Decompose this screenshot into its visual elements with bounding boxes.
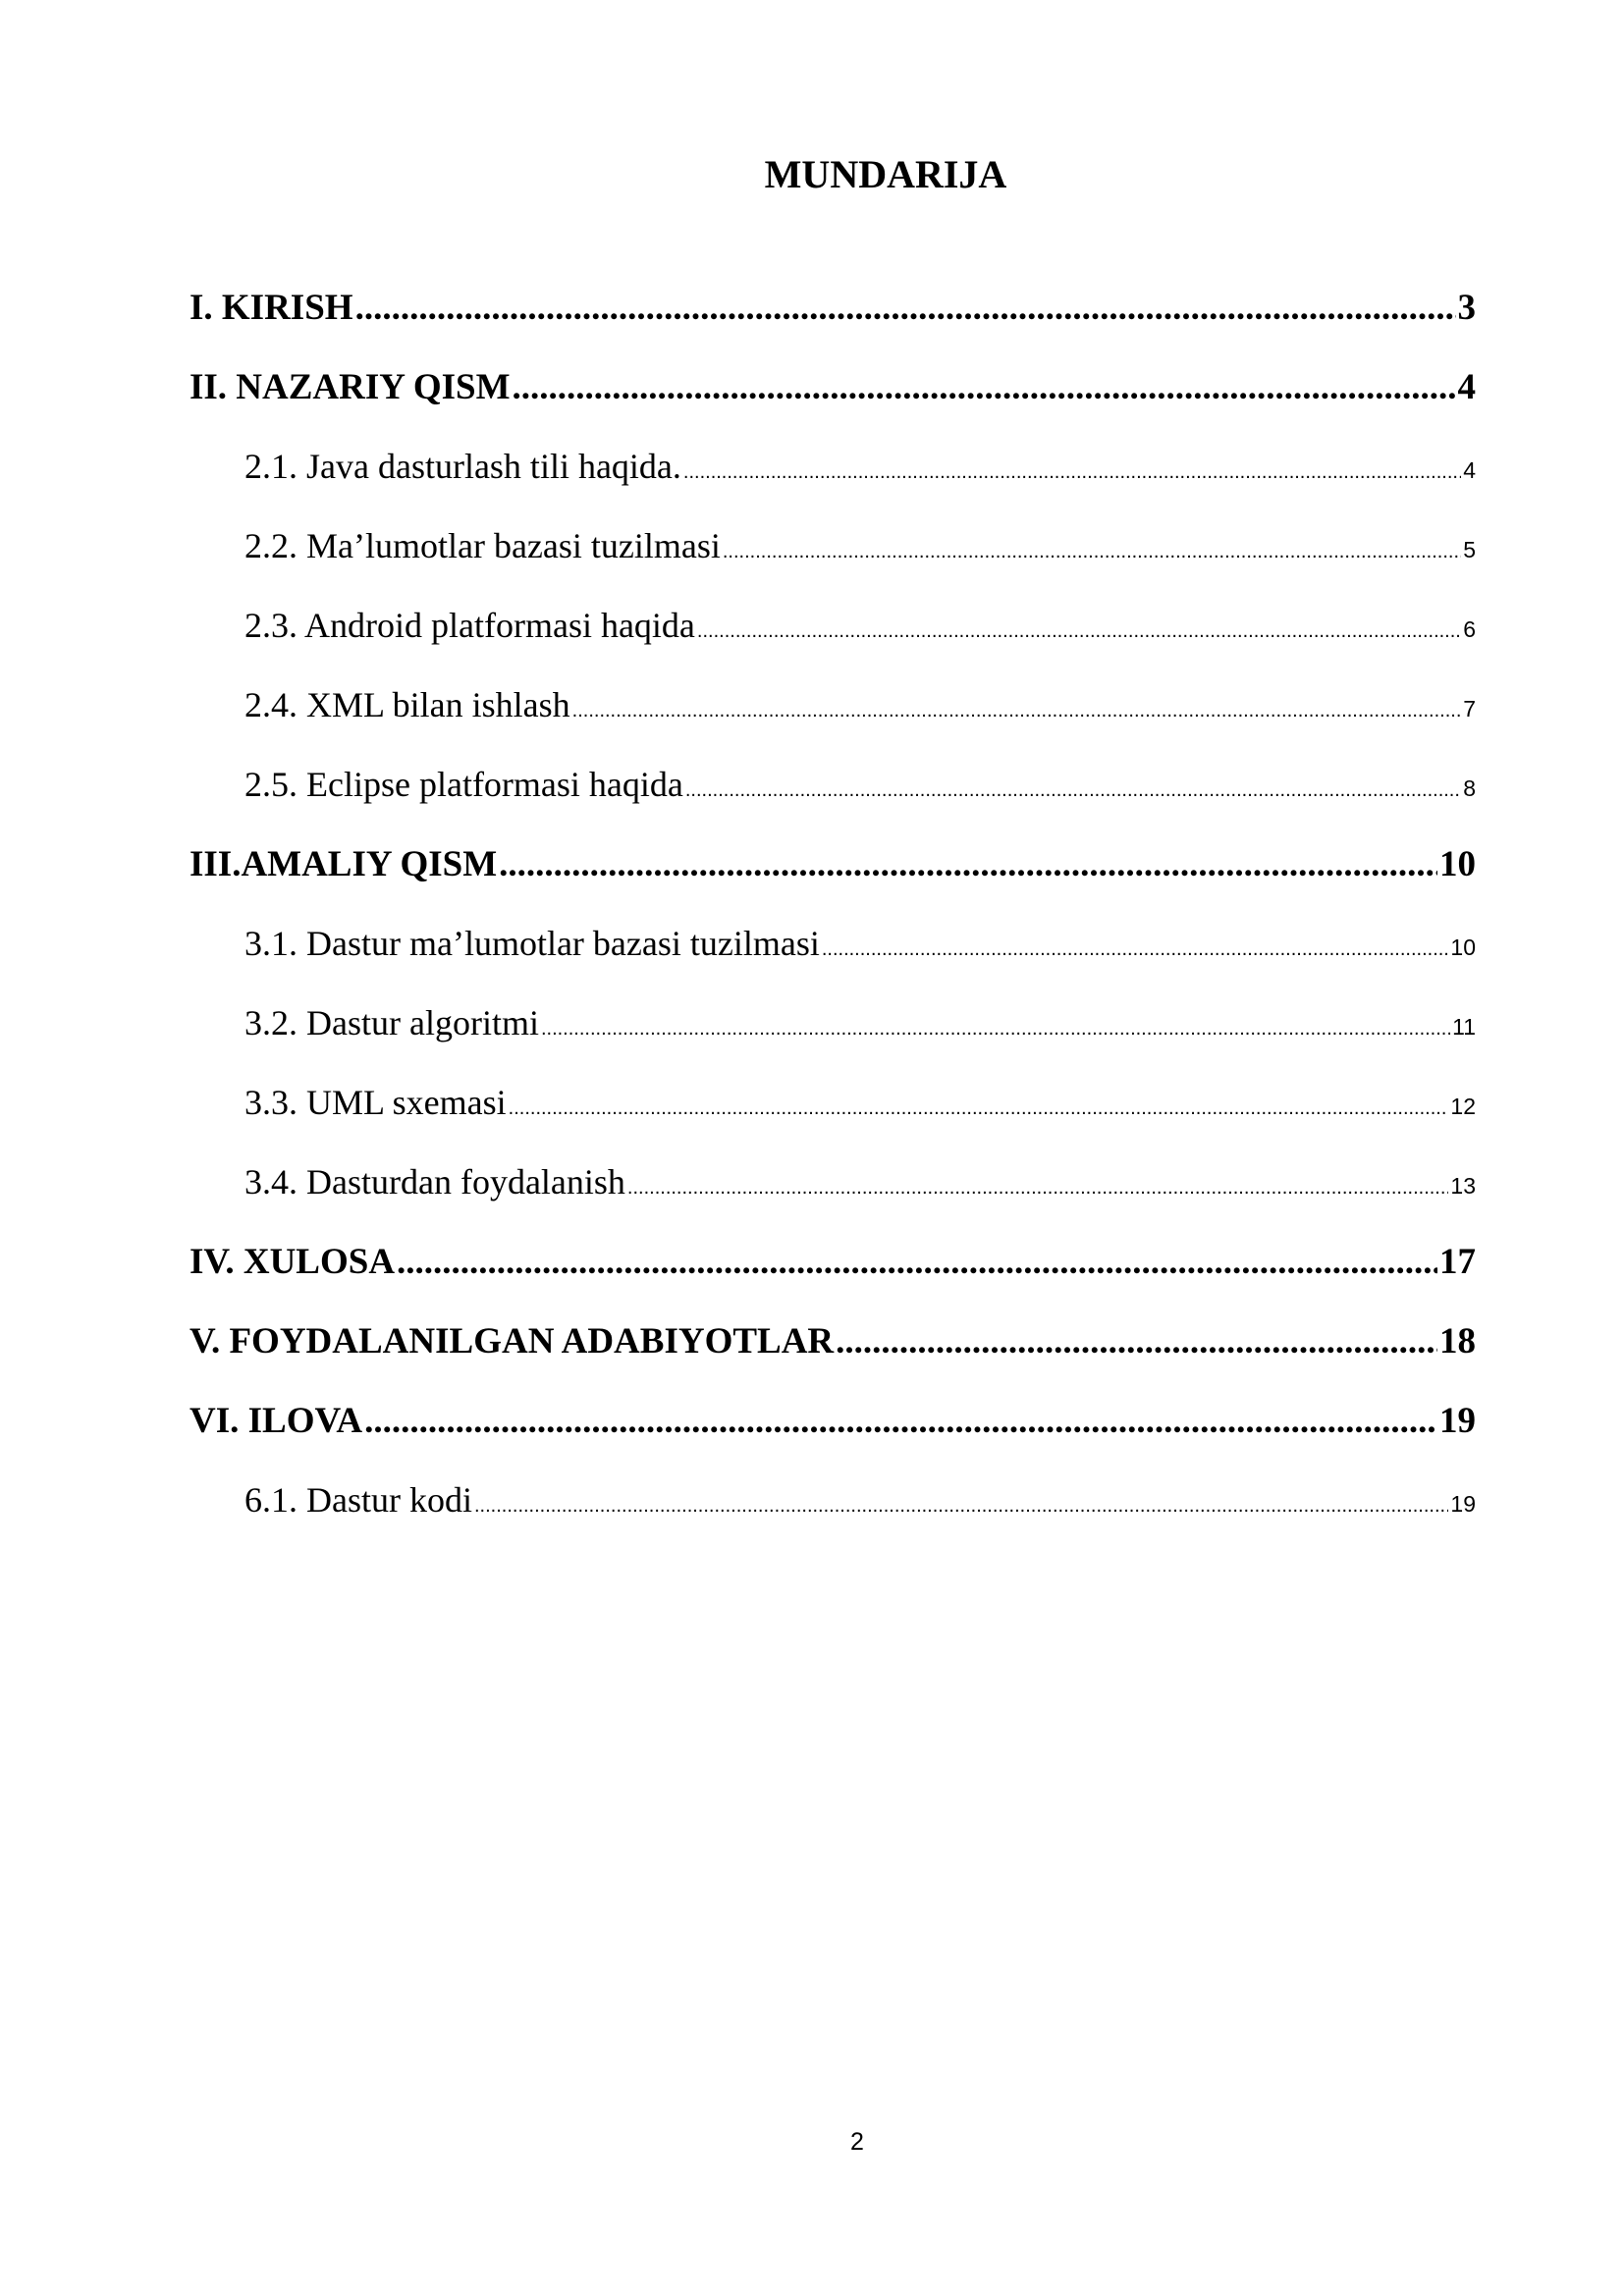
toc-entry-page: 11 bbox=[1452, 1014, 1476, 1040]
toc-entry-xulosa[interactable] bbox=[189, 1241, 1476, 1320]
page-number: 2 bbox=[850, 2128, 864, 2156]
toc-entry-page: 12 bbox=[1450, 1094, 1476, 1119]
toc-entry-android[interactable] bbox=[189, 605, 1476, 684]
toc-entry-label: 2.4. XML bilan ishlash bbox=[244, 685, 570, 724]
dot-leader bbox=[541, 1018, 1450, 1041]
toc-entry-label: 2.1. Java dasturlash tili haqida. bbox=[244, 447, 681, 486]
toc-entry-page: 10 bbox=[1439, 844, 1476, 884]
toc-entry-label: III.AMALIY QISM bbox=[189, 844, 498, 884]
toc-entry-label: 2.2. Ma’lumotlar bazasi tuzilmasi bbox=[244, 526, 721, 565]
toc-entry-page: 10 bbox=[1450, 934, 1476, 960]
toc-entry-page: 8 bbox=[1463, 775, 1476, 801]
dot-leader bbox=[685, 779, 1461, 802]
toc-entry-uml[interactable] bbox=[189, 1082, 1476, 1161]
toc-entry-label: 3.2. Dastur algoritmi bbox=[244, 1003, 539, 1042]
toc-entry-nazariy-qism[interactable] bbox=[189, 366, 1476, 446]
toc-entry-label: 2.5. Eclipse platformasi haqida bbox=[244, 765, 683, 804]
toc-entry-page: 3 bbox=[1457, 288, 1476, 328]
toc-entry-eclipse[interactable] bbox=[189, 764, 1476, 843]
toc-entry-label: 2.3. Android platformasi haqida bbox=[244, 606, 695, 645]
toc-entry-page: 4 bbox=[1457, 367, 1476, 407]
toc-entry-page: 4 bbox=[1463, 457, 1476, 483]
toc-entry-label: IV. XULOSA bbox=[189, 1242, 396, 1282]
toc-entry-page: 18 bbox=[1439, 1321, 1476, 1362]
toc-entry-label: V. FOYDALANILGAN ADABIYOTLAR bbox=[189, 1321, 835, 1362]
toc-entry-page: 19 bbox=[1439, 1401, 1476, 1441]
toc-entry-label: 3.1. Dastur ma’lumotlar bazasi tuzilmasi bbox=[244, 924, 820, 963]
dot-leader bbox=[723, 541, 1461, 563]
dot-leader bbox=[499, 843, 1437, 885]
toc-entry-label: 3.4. Dasturdan foydalanish bbox=[244, 1162, 625, 1201]
toc-entry-ilova[interactable] bbox=[189, 1400, 1476, 1479]
toc-entry-label: II. NAZARIY QISM bbox=[189, 367, 511, 407]
dot-leader bbox=[683, 461, 1461, 484]
toc-entry-java[interactable] bbox=[189, 446, 1476, 525]
toc-entry-page: 7 bbox=[1463, 696, 1476, 721]
page-title: MUNDARIJA bbox=[764, 152, 1007, 196]
toc-entry-label: 6.1. Dastur kodi bbox=[244, 1480, 472, 1520]
toc-entry-xml[interactable] bbox=[189, 684, 1476, 764]
toc-entry-label: 3.3. UML sxemasi bbox=[244, 1083, 507, 1122]
dot-leader bbox=[822, 938, 1449, 961]
toc-entry-page: 13 bbox=[1450, 1173, 1476, 1199]
dot-leader bbox=[697, 620, 1461, 643]
toc-entry-kirish[interactable] bbox=[189, 287, 1476, 366]
toc-entry-dastur-algoritmi[interactable] bbox=[189, 1002, 1476, 1082]
dot-leader bbox=[627, 1177, 1448, 1200]
dot-leader bbox=[836, 1320, 1437, 1362]
toc-entry-dastur-bazasi[interactable] bbox=[189, 923, 1476, 1002]
dot-leader bbox=[509, 1097, 1449, 1120]
toc-entry-foydalanish[interactable] bbox=[189, 1161, 1476, 1241]
table-of-contents bbox=[189, 287, 1476, 1559]
toc-entry-adabiyotlar[interactable] bbox=[189, 1320, 1476, 1400]
dot-leader bbox=[474, 1495, 1448, 1518]
toc-entry-dastur-kodi[interactable] bbox=[189, 1479, 1476, 1559]
toc-entry-page: 17 bbox=[1439, 1242, 1476, 1282]
dot-leader bbox=[572, 700, 1462, 722]
dot-leader bbox=[364, 1400, 1437, 1442]
toc-entry-label: VI. ILOVA bbox=[189, 1401, 363, 1441]
dot-leader bbox=[513, 366, 1456, 408]
toc-entry-label: I. KIRISH bbox=[189, 288, 353, 328]
dot-leader bbox=[397, 1241, 1437, 1283]
toc-entry-page: 19 bbox=[1450, 1491, 1476, 1517]
toc-entry-page: 6 bbox=[1463, 616, 1476, 642]
dot-leader bbox=[355, 287, 1456, 329]
toc-entry-page: 5 bbox=[1463, 537, 1476, 562]
toc-entry-malumotlar-bazasi[interactable] bbox=[189, 525, 1476, 605]
toc-entry-amaliy-qism[interactable] bbox=[189, 843, 1476, 923]
